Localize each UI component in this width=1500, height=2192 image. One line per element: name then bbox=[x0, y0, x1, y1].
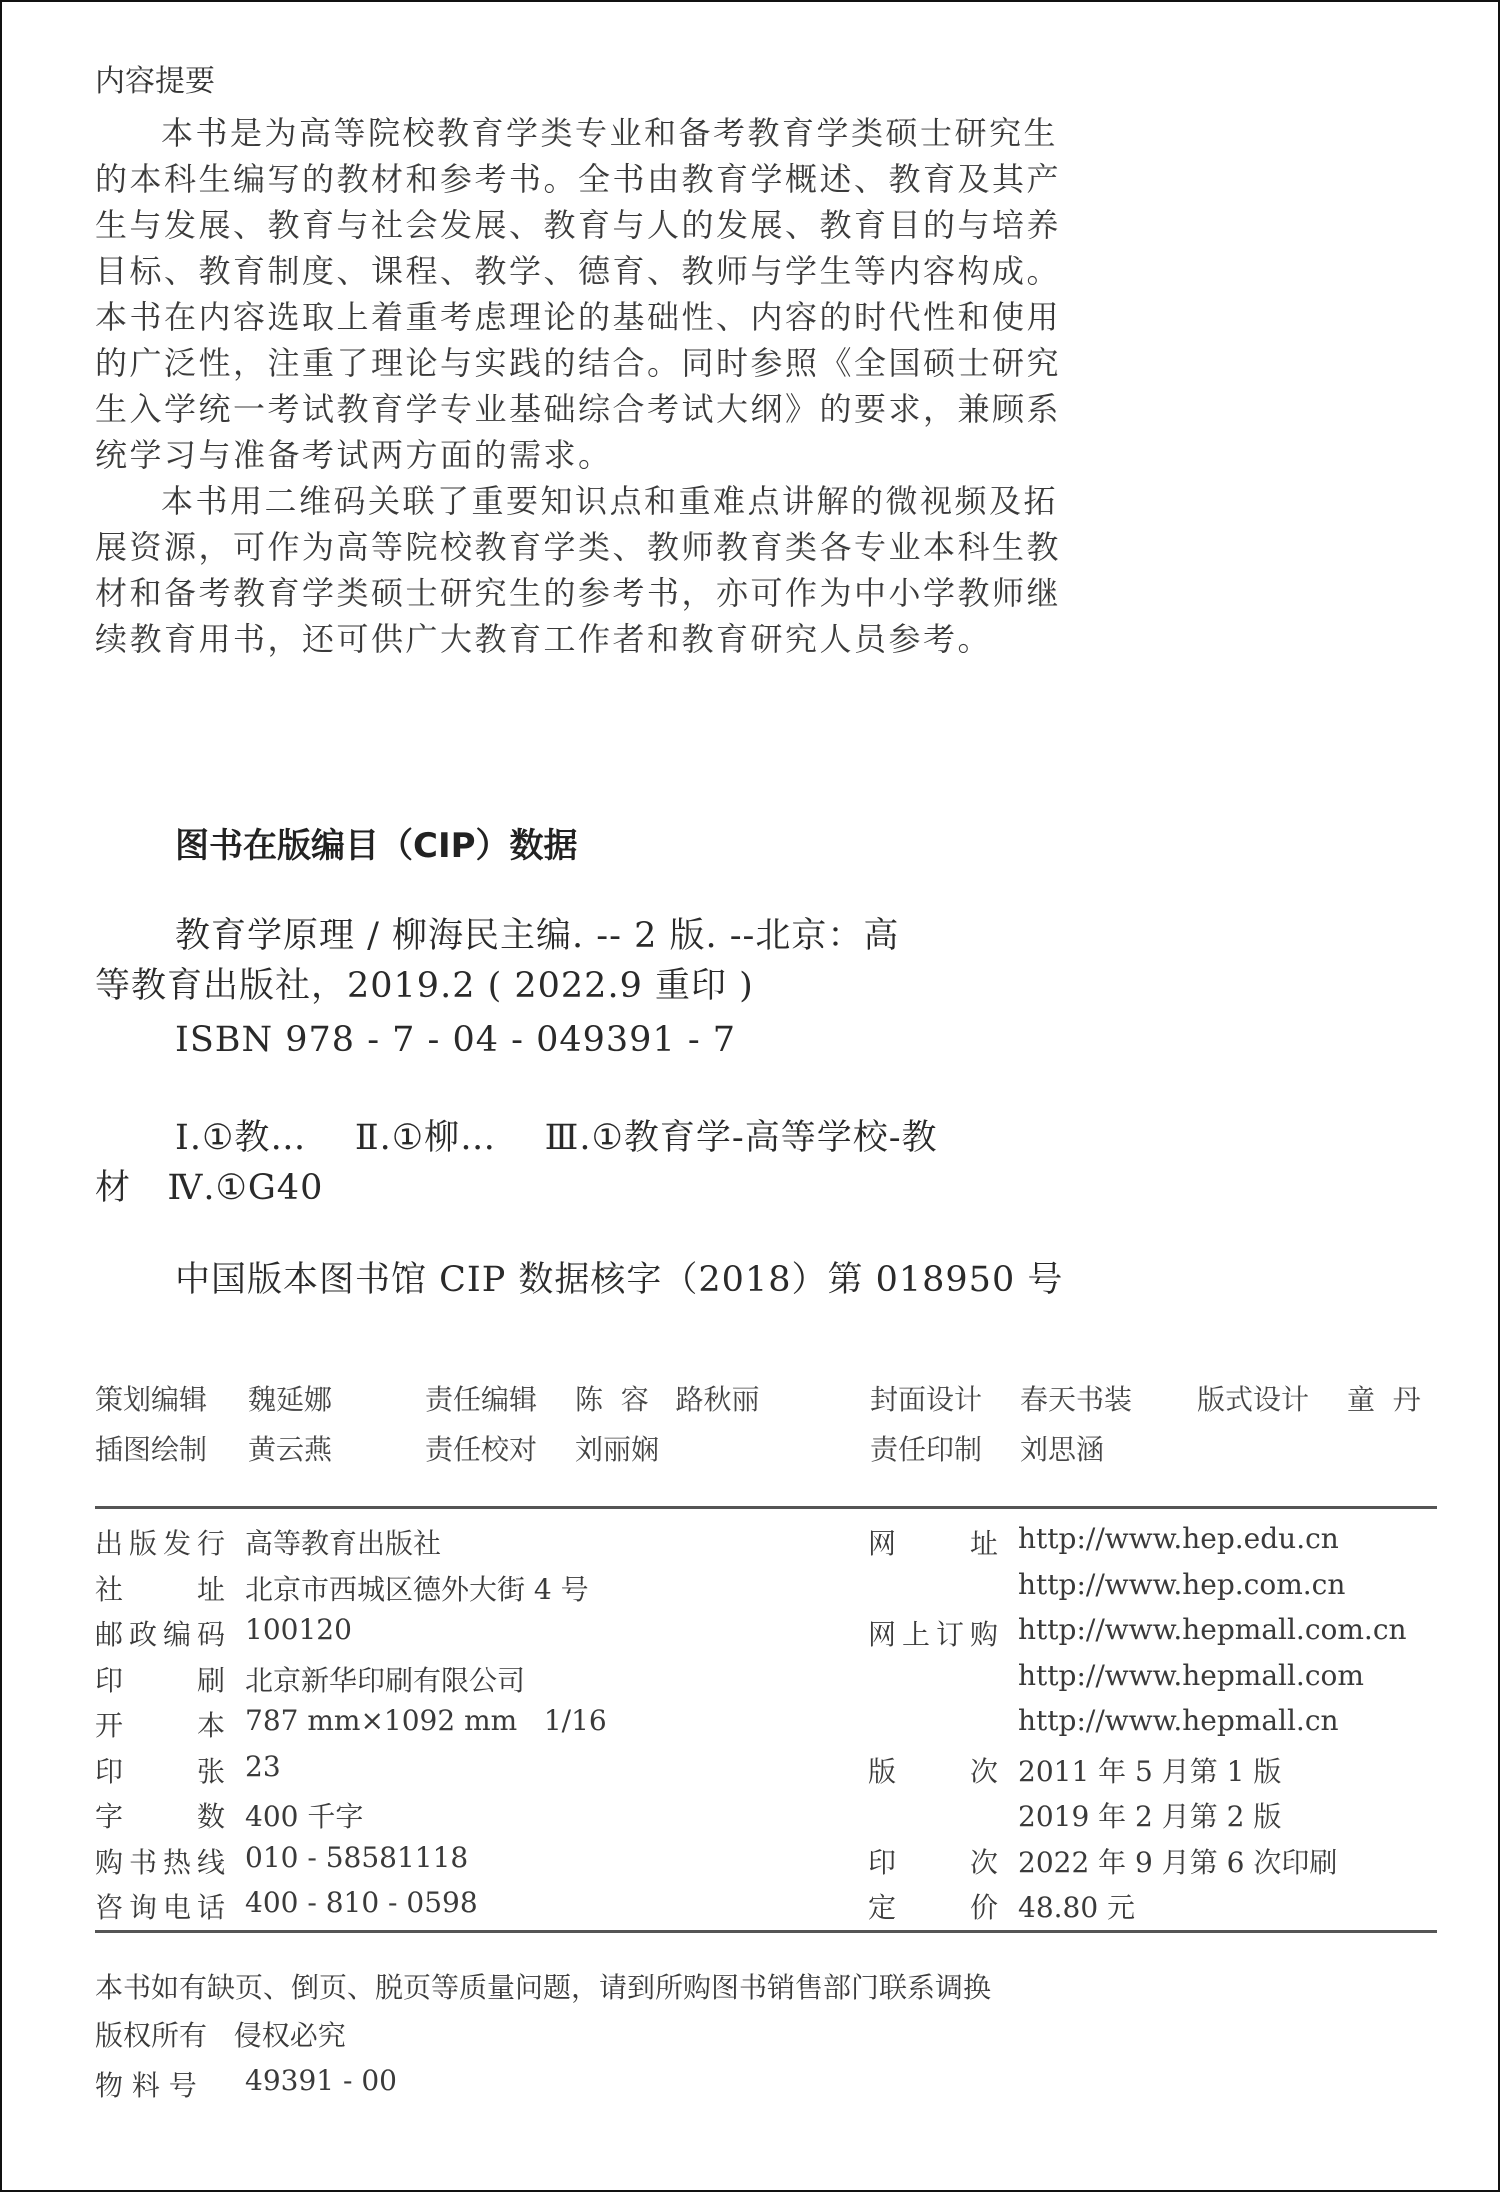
cip-line-1: 教育学原理 / 柳海民主编. -- 2 版. --北京：高 bbox=[175, 916, 900, 956]
credit-name: 陈 容 路秋丽 bbox=[575, 1383, 760, 1416]
right-info-value: http://www.hepmall.com bbox=[1018, 1658, 1364, 1692]
cip-classification-2: 材 Ⅳ.①G40 bbox=[95, 1168, 324, 1208]
summary-line: 展资源，可作为高等院校教育学类、教师教育类各专业本科生教 bbox=[95, 528, 1062, 566]
label-char: 定 bbox=[868, 1891, 897, 1924]
label-char: 订 bbox=[935, 1618, 964, 1651]
right-info-label bbox=[868, 1613, 998, 1653]
left-info-value: 高等教育出版社 bbox=[245, 1527, 442, 1560]
left-info-label bbox=[95, 1522, 225, 1562]
label-char: 购 bbox=[969, 1618, 998, 1651]
left-info-label bbox=[95, 1795, 225, 1835]
left-info-value: 100120 bbox=[245, 1613, 352, 1646]
credit-role: 责任编辑 bbox=[425, 1383, 538, 1416]
credit-name: 童 丹 bbox=[1347, 1383, 1421, 1416]
credit-name: 刘丽娴 bbox=[575, 1433, 660, 1466]
credit-role: 策划编辑 bbox=[95, 1383, 208, 1416]
left-info-value: 北京市西城区德外大街 4 号 bbox=[245, 1572, 589, 1606]
label-char: 购 bbox=[95, 1845, 124, 1879]
left-info-label bbox=[95, 1750, 225, 1790]
right-info-value: 2022 年 9 月第 6 次印刷 bbox=[1018, 1845, 1338, 1879]
label-char: 网 bbox=[868, 1527, 897, 1560]
label-char: 字 bbox=[95, 1800, 124, 1833]
credit-name: 春天书装 bbox=[1020, 1383, 1133, 1416]
label-char: 热 bbox=[162, 1845, 191, 1879]
left-info-label bbox=[95, 1841, 225, 1881]
summary-line: 生与发展、教育与社会发展、教育与人的发展、教育目的与培养 bbox=[95, 206, 1062, 244]
cip-classification-1: Ⅰ.①教… Ⅱ.①柳… Ⅲ.①教育学-高等学校-教 bbox=[175, 1118, 938, 1158]
label-char: 价 bbox=[969, 1891, 998, 1924]
right-info-value: 2019 年 2 月第 2 版 bbox=[1018, 1800, 1282, 1833]
label-char: 次 bbox=[969, 1754, 998, 1788]
credit-role: 责任校对 bbox=[425, 1433, 538, 1466]
quality-notice: 本书如有缺页、倒页、脱页等质量问题，请到所购图书销售部门联系调换 bbox=[95, 1971, 992, 2004]
summary-line: 生入学统一考试教育学专业基础综合考试大纲》的要求，兼顾系 bbox=[95, 390, 1062, 428]
cip-verification: 中国版本图书馆 CIP 数据核字（2018）第 018950 号 bbox=[175, 1260, 1064, 1300]
label-char: 编 bbox=[162, 1618, 191, 1651]
label-char: 址 bbox=[969, 1527, 998, 1560]
credit-name: 刘思涵 bbox=[1020, 1433, 1105, 1466]
summary-line: 本书在内容选取上着重考虑理论的基础性、内容的时代性和使用 bbox=[95, 298, 1062, 336]
summary-heading: 内容提要 bbox=[95, 64, 215, 99]
credit-name: 黄云燕 bbox=[248, 1433, 333, 1466]
right-info-value: http://www.hepmall.cn bbox=[1018, 1704, 1339, 1737]
label-char: 咨 bbox=[95, 1891, 124, 1924]
label-char: 版 bbox=[868, 1754, 897, 1788]
cip-line-2: 等教育出版社，2019.2 ( 2022.9 重印 ) bbox=[95, 966, 754, 1006]
label-char: 出 bbox=[95, 1527, 124, 1560]
material-number-label: 物 料 号 bbox=[95, 2069, 197, 2102]
left-info-label bbox=[95, 1886, 225, 1926]
label-char: 发 bbox=[162, 1527, 191, 1560]
label-char: 版 bbox=[128, 1527, 157, 1560]
left-info-value: 787 mm×1092 mm 1/16 bbox=[245, 1704, 607, 1737]
left-info-label bbox=[95, 1704, 225, 1744]
label-char: 线 bbox=[196, 1845, 225, 1879]
left-info-label bbox=[95, 1613, 225, 1653]
cip-isbn: ISBN 978 - 7 - 04 - 049391 - 7 bbox=[175, 1020, 737, 1060]
credit-name: 魏延娜 bbox=[248, 1383, 333, 1416]
divider-top bbox=[95, 1506, 1437, 1509]
left-info-value: 北京新华印刷有限公司 bbox=[245, 1663, 526, 1697]
right-info-label bbox=[868, 1886, 998, 1926]
right-info-label bbox=[868, 1841, 998, 1881]
label-char: 话 bbox=[196, 1891, 225, 1924]
summary-line: 的本科生编写的教材和参考书。全书由教育学概述、教育及其产 bbox=[95, 160, 1062, 198]
right-info-value: 48.80 元 bbox=[1018, 1891, 1136, 1924]
label-char: 询 bbox=[128, 1891, 157, 1924]
label-char: 开 bbox=[95, 1709, 124, 1742]
label-char: 印 bbox=[95, 1663, 124, 1697]
label-char: 上 bbox=[901, 1618, 930, 1651]
label-char: 码 bbox=[196, 1618, 225, 1651]
right-info-label bbox=[868, 1750, 998, 1790]
label-char: 本 bbox=[196, 1709, 225, 1742]
material-number: 49391 - 00 bbox=[245, 2064, 397, 2097]
left-info-value: 400 千字 bbox=[245, 1800, 364, 1833]
summary-line: 本书是为高等院校教育学类专业和备考教育学类硕士研究生 bbox=[161, 114, 1059, 152]
summary-line: 本书用二维码关联了重要知识点和重难点讲解的微视频及拓 bbox=[161, 482, 1059, 520]
label-char: 印 bbox=[95, 1754, 124, 1788]
credit-role: 版式设计 bbox=[1197, 1383, 1310, 1416]
copyright-notice: 版权所有 侵权必究 bbox=[95, 2019, 346, 2052]
label-char: 网 bbox=[868, 1618, 897, 1651]
summary-line: 统学习与准备考试两方面的需求。 bbox=[95, 436, 613, 474]
label-char: 数 bbox=[196, 1800, 225, 1833]
right-info-label bbox=[868, 1522, 998, 1562]
label-char: 社 bbox=[95, 1572, 124, 1606]
summary-line: 材和备考教育学类硕士研究生的参考书，亦可作为中小学教师继 bbox=[95, 574, 1062, 612]
label-char: 印 bbox=[868, 1845, 897, 1879]
label-char: 行 bbox=[196, 1527, 225, 1560]
right-info-value: http://www.hep.edu.cn bbox=[1018, 1522, 1339, 1555]
credit-role: 封面设计 bbox=[870, 1383, 983, 1416]
cip-title: 图书在版编目（CIP）数据 bbox=[175, 826, 578, 866]
label-char: 电 bbox=[162, 1891, 191, 1924]
label-char: 邮 bbox=[95, 1618, 124, 1651]
right-info-value: http://www.hepmall.com.cn bbox=[1018, 1613, 1407, 1646]
summary-line: 的广泛性，注重了理论与实践的结合。同时参照《全国硕士研究 bbox=[95, 344, 1062, 382]
summary-line: 目标、教育制度、课程、教学、德育、教师与学生等内容构成。 bbox=[95, 252, 1062, 290]
left-info-label bbox=[95, 1568, 225, 1608]
credit-role: 插图绘制 bbox=[95, 1433, 208, 1466]
credit-role: 责任印制 bbox=[870, 1433, 983, 1466]
label-char: 址 bbox=[196, 1572, 225, 1606]
left-info-value: 010 - 58581118 bbox=[245, 1840, 469, 1874]
label-char: 张 bbox=[196, 1754, 225, 1788]
left-info-value: 400 - 810 - 0598 bbox=[245, 1886, 478, 1919]
label-char: 次 bbox=[969, 1845, 998, 1879]
right-info-value: 2011 年 5 月第 1 版 bbox=[1018, 1754, 1282, 1788]
left-info-label bbox=[95, 1659, 225, 1699]
right-info-value: http://www.hep.com.cn bbox=[1018, 1567, 1346, 1601]
label-char: 书 bbox=[128, 1845, 157, 1879]
summary-line: 续教育用书，还可供广大教育工作者和教育研究人员参考。 bbox=[95, 620, 993, 658]
divider-bottom bbox=[95, 1930, 1437, 1933]
label-char: 政 bbox=[128, 1618, 157, 1651]
label-char: 刷 bbox=[196, 1663, 225, 1697]
left-info-value: 23 bbox=[245, 1749, 281, 1783]
